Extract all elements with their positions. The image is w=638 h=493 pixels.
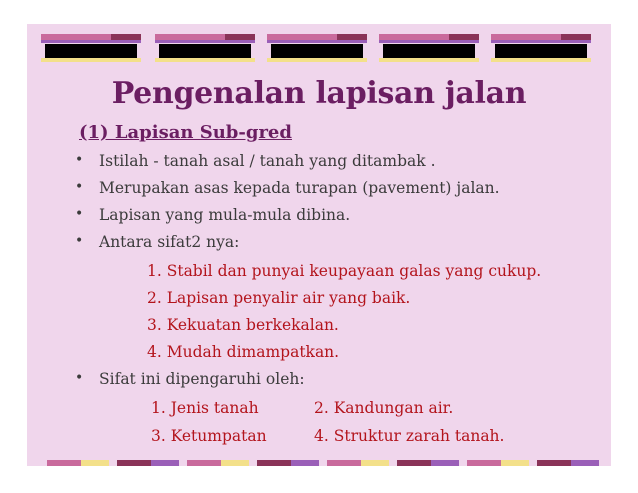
band-block — [267, 34, 367, 62]
top-decorative-band — [41, 34, 601, 62]
bottom-decorative-band — [47, 460, 607, 466]
property-item: 3. Kekuatan berkekalan. — [147, 316, 339, 334]
band-block — [491, 34, 591, 62]
bullet-item: • Sifat ini dipengaruhi oleh: — [75, 370, 305, 388]
bullet-dot-icon: • — [75, 152, 84, 168]
slide-title: Pengenalan lapisan jalan — [111, 76, 527, 111]
bullet-item: • Antara sifat2 nya: — [75, 233, 240, 251]
factor-item: 2. Kandungan air. — [314, 399, 454, 417]
bullet-item: • Istilah - tanah asal / tanah yang ditambak . — [75, 152, 436, 170]
slide — [27, 24, 611, 466]
band-block — [41, 34, 141, 62]
bullet-dot-icon: • — [75, 206, 84, 222]
bullet-item: • Lapisan yang mula-mula dibina. — [75, 206, 351, 224]
bullet-dot-icon: • — [75, 370, 84, 386]
band-block — [155, 34, 255, 62]
bullet-dot-icon: • — [75, 233, 84, 249]
bullet-dot-icon: • — [75, 179, 84, 195]
property-item: 1. Stabil dan punyai keupayaan galas yang cukup. — [147, 262, 542, 280]
section-subtitle: (1) Lapisan Sub-gred — [79, 122, 292, 143]
factor-item: 4. Struktur zarah tanah. — [314, 427, 505, 445]
bullet-item: • Merupakan asas kepada turapan (pavement) jalan. — [75, 179, 500, 197]
property-item: 4. Mudah dimampatkan. — [147, 343, 340, 361]
factor-item: 3. Ketumpatan — [151, 427, 267, 445]
band-block — [379, 34, 479, 62]
factor-item: 1. Jenis tanah — [151, 399, 259, 417]
property-item: 2. Lapisan penyalir air yang baik. — [147, 289, 411, 307]
